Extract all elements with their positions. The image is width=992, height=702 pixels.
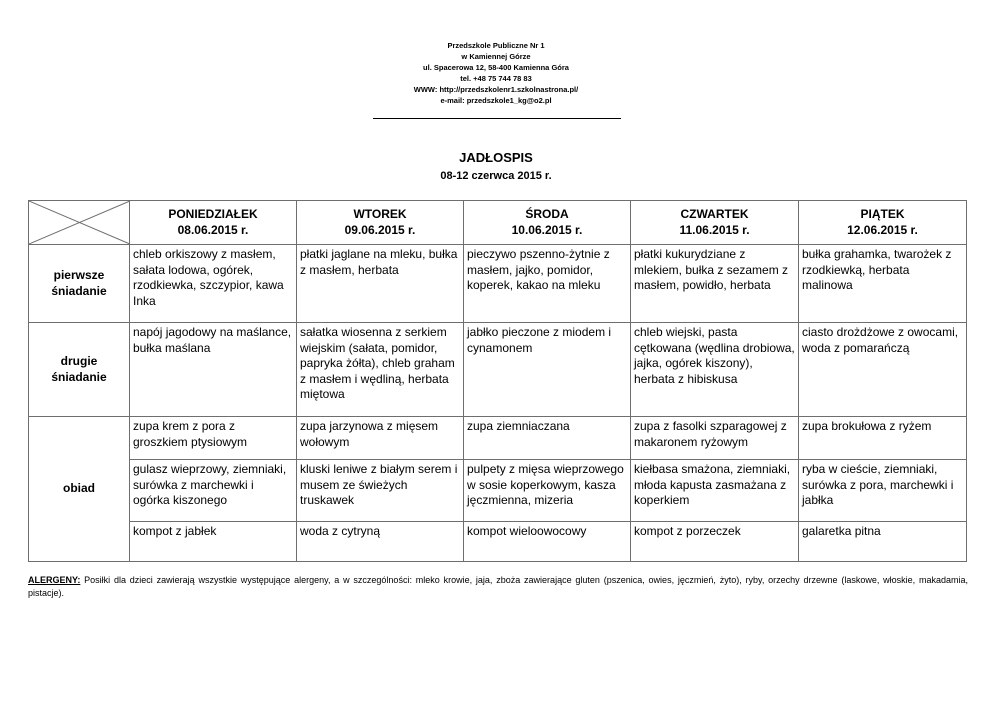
day-name: CZWARTEK: [680, 207, 749, 221]
day-date: 08.06.2015 r.: [177, 222, 249, 237]
school-website: WWW: http://przedszkolenr1.szkolnastrona.pl/: [413, 85, 579, 94]
day-date: 10.06.2015 r.: [511, 222, 583, 237]
menu-cell: ciasto drożdżowe z owocami, woda z pomarańczą: [799, 323, 967, 417]
school-name: Przedszkole Publiczne Nr 1: [447, 41, 545, 50]
menu-cell: zupa krem z pora z groszkiem ptysiowym: [130, 417, 297, 460]
day-header-monday: [130, 201, 297, 245]
menu-cell: chleb wiejski, pasta cętkowana (wędlina drobiowa, jajka, ogórek kiszony), herbata z hibiskusa: [631, 323, 799, 417]
menu-cell: galaretka pitna: [799, 522, 967, 562]
day-name: ŚRODA: [525, 207, 569, 221]
row-label-line: śniadanie: [51, 369, 107, 384]
header-row: [29, 201, 967, 245]
menu-cell: napój jagodowy na maślance, bułka maślana: [130, 323, 297, 417]
day-date: 11.06.2015 r.: [679, 222, 750, 237]
date-range: 08-12 czerwca 2015 r.: [440, 170, 552, 182]
menu-cell: gulasz wieprzowy, ziemniaki, surówka z marchewki i ogórka kiszonego: [130, 460, 297, 522]
menu-cell: zupa ziemniaczana: [464, 417, 631, 460]
day-date: 09.06.2015 r.: [344, 222, 416, 237]
breakfast-row: [29, 245, 967, 323]
row-label-line: drugie: [60, 354, 98, 368]
school-email: e-mail: przedszkole1_kg@o2.pl: [440, 96, 552, 105]
menu-cell: bułka grahamka, twarożek z rzodkiewką, herbata malinowa: [799, 245, 967, 323]
row-label-line: pierwsze: [53, 268, 105, 282]
menu-cell: zupa z fasolki szparagowej z makaronem ryżowym: [631, 417, 799, 460]
letterhead-divider: [373, 118, 621, 119]
menu-cell: zupa brokułowa z ryżem: [799, 417, 967, 460]
second-breakfast-row: [29, 323, 967, 417]
page-title: JADŁOSPIS: [459, 150, 533, 165]
menu-cell: pieczywo pszenno-żytnie z masłem, jajko, pomidor, koperek, kakao na mleku: [464, 245, 631, 323]
row-label-lunch: obiad: [29, 417, 130, 562]
letterhead: [0, 40, 992, 106]
allergens-note: [28, 574, 968, 600]
school-phone: tel. +48 75 744 78 83: [460, 74, 532, 83]
menu-cell: pulpety z mięsa wieprzowego w sosie koperkowym, kasza jęczmienna, mizeria: [464, 460, 631, 522]
cross-diagonal-icon: [29, 201, 130, 244]
row-label-line: śniadanie: [51, 283, 107, 298]
day-header-tuesday: [297, 201, 464, 245]
lunch-drink-row: [29, 522, 967, 562]
menu-cell: kluski leniwe z białym serem i musem ze świeżych truskawek: [297, 460, 464, 522]
day-header-wednesday: [464, 201, 631, 245]
day-date: 12.06.2015 r.: [847, 222, 918, 237]
allergens-label: ALERGENY:: [28, 575, 81, 585]
day-name: PONIEDZIAŁEK: [168, 207, 258, 221]
menu-table: [28, 200, 967, 562]
menu-cell: kiełbasa smażona, ziemniaki, młoda kapusta zasmażana z koperkiem: [631, 460, 799, 522]
day-header-thursday: [631, 201, 799, 245]
menu-cell: kompot z jabłek: [130, 522, 297, 562]
menu-cell: kompot z porzeczek: [631, 522, 799, 562]
menu-cell: woda z cytryną: [297, 522, 464, 562]
menu-cell: kompot wieloowocowy: [464, 522, 631, 562]
menu-cell: płatki jaglane na mleku, bułka z masłem, herbata: [297, 245, 464, 323]
menu-cell: ryba w cieście, ziemniaki, surówka z pora, marchewki i jabłka: [799, 460, 967, 522]
day-header-friday: [799, 201, 967, 245]
day-name: WTOREK: [353, 207, 407, 221]
lunch-main-row: [29, 460, 967, 522]
menu-cell: zupa jarzynowa z mięsem wołowym: [297, 417, 464, 460]
corner-cell: [29, 201, 130, 245]
day-name: PIĄTEK: [860, 207, 905, 221]
school-address: ul. Spacerowa 12, 58-400 Kamienna Góra: [423, 63, 569, 72]
row-label-second-breakfast: [29, 323, 130, 417]
row-label-breakfast: [29, 245, 130, 323]
menu-cell: sałatka wiosenna z serkiem wiejskim (sałata, pomidor, papryka żółta), chleb graham z masłem i wędliną, herbata miętowa: [297, 323, 464, 417]
school-location: w Kamiennej Górze: [461, 52, 531, 61]
allergens-text: Posiłki dla dzieci zawierają wszystkie występujące alergeny, a w szczególności: mleko krowie, jaja, zboża zawierające gluten (pszenica, owies, jęczmień, żyto), ryby, orzechy drzewne (laskowe, włoskie, makadamia, pistacje).: [28, 575, 968, 598]
menu-cell: chleb orkiszowy z masłem, sałata lodowa, ogórek, rzodkiewka, szczypior, kawa Inka: [130, 245, 297, 323]
lunch-soup-row: [29, 417, 967, 460]
menu-cell: płatki kukurydziane z mlekiem, bułka z sezamem z masłem, powidło, herbata: [631, 245, 799, 323]
menu-cell: jabłko pieczone z miodem i cynamonem: [464, 323, 631, 417]
